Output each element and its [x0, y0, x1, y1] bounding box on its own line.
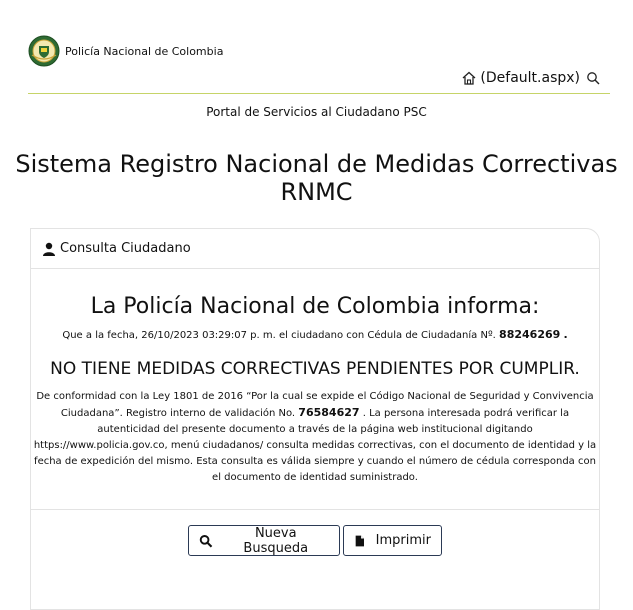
user-icon: [42, 242, 56, 256]
search-icon[interactable]: [586, 71, 600, 85]
legal-text: [31, 389, 599, 486]
fecha-suffix: .: [563, 328, 568, 341]
card-header-label: Consulta Ciudadano: [60, 241, 191, 256]
action-buttons: [188, 525, 442, 556]
card-divider: [31, 509, 599, 510]
portal-subtitle: Portal de Servicios al Ciudadano PSC: [206, 105, 427, 119]
police-shield-logo: [28, 35, 60, 67]
query-date-line: [31, 328, 599, 341]
card-header: [31, 229, 599, 269]
fecha-prefix: Que a la fecha, 26/10/2023 03:29:07 p. m. el ciudadano con Cédula de Ciudadanía Nº.: [62, 330, 496, 341]
document-icon: [354, 534, 366, 548]
brand-name: Policía Nacional de Colombia: [65, 44, 224, 58]
page-title: [0, 150, 633, 206]
validation-number: 76584627: [298, 406, 360, 419]
header-divider: [28, 93, 610, 94]
new-search-button[interactable]: [188, 525, 340, 556]
page-title-line2: RNMC: [280, 178, 353, 206]
home-icon[interactable]: [461, 70, 477, 86]
legal-text-part2: . La persona interesada podrá verificar la autenticidad del presente documento a través de la página web institucional digitando https://www.policia.gov.co, menú ciudadanos/ consulta medidas correctivas, con el documento de identidad y la fecha de expedición del mismo. Esta consulta es válida siempre y cuando el número de cédula corresponda con el documento de identidad suministrado.: [33, 408, 597, 483]
nav-right: [461, 70, 600, 86]
cedula-number: 88246269: [499, 328, 561, 341]
print-button[interactable]: [343, 525, 442, 556]
new-search-label: Nueva Busqueda: [243, 525, 309, 556]
search-icon: [199, 534, 213, 548]
default-link[interactable]: (Default.aspx): [480, 70, 580, 86]
result-card: [30, 228, 600, 610]
legal-text-part1: De conformidad con la Ley 1801 de 2016 “Por la cual se expide el Código Nacional de Seguridad y Convivencia Ciudadana”. Registro interno de validación No.: [36, 391, 594, 419]
informa-heading: La Policía Nacional de Colombia informa:: [90, 294, 540, 319]
page-title-line1: Sistema Registro Nacional de Medidas Correctivas: [15, 150, 618, 178]
brand: [28, 35, 223, 67]
print-label: Imprimir: [375, 533, 431, 548]
status-message: NO TIENE MEDIDAS CORRECTIVAS PENDIENTES POR CUMPLIR.: [50, 359, 580, 379]
